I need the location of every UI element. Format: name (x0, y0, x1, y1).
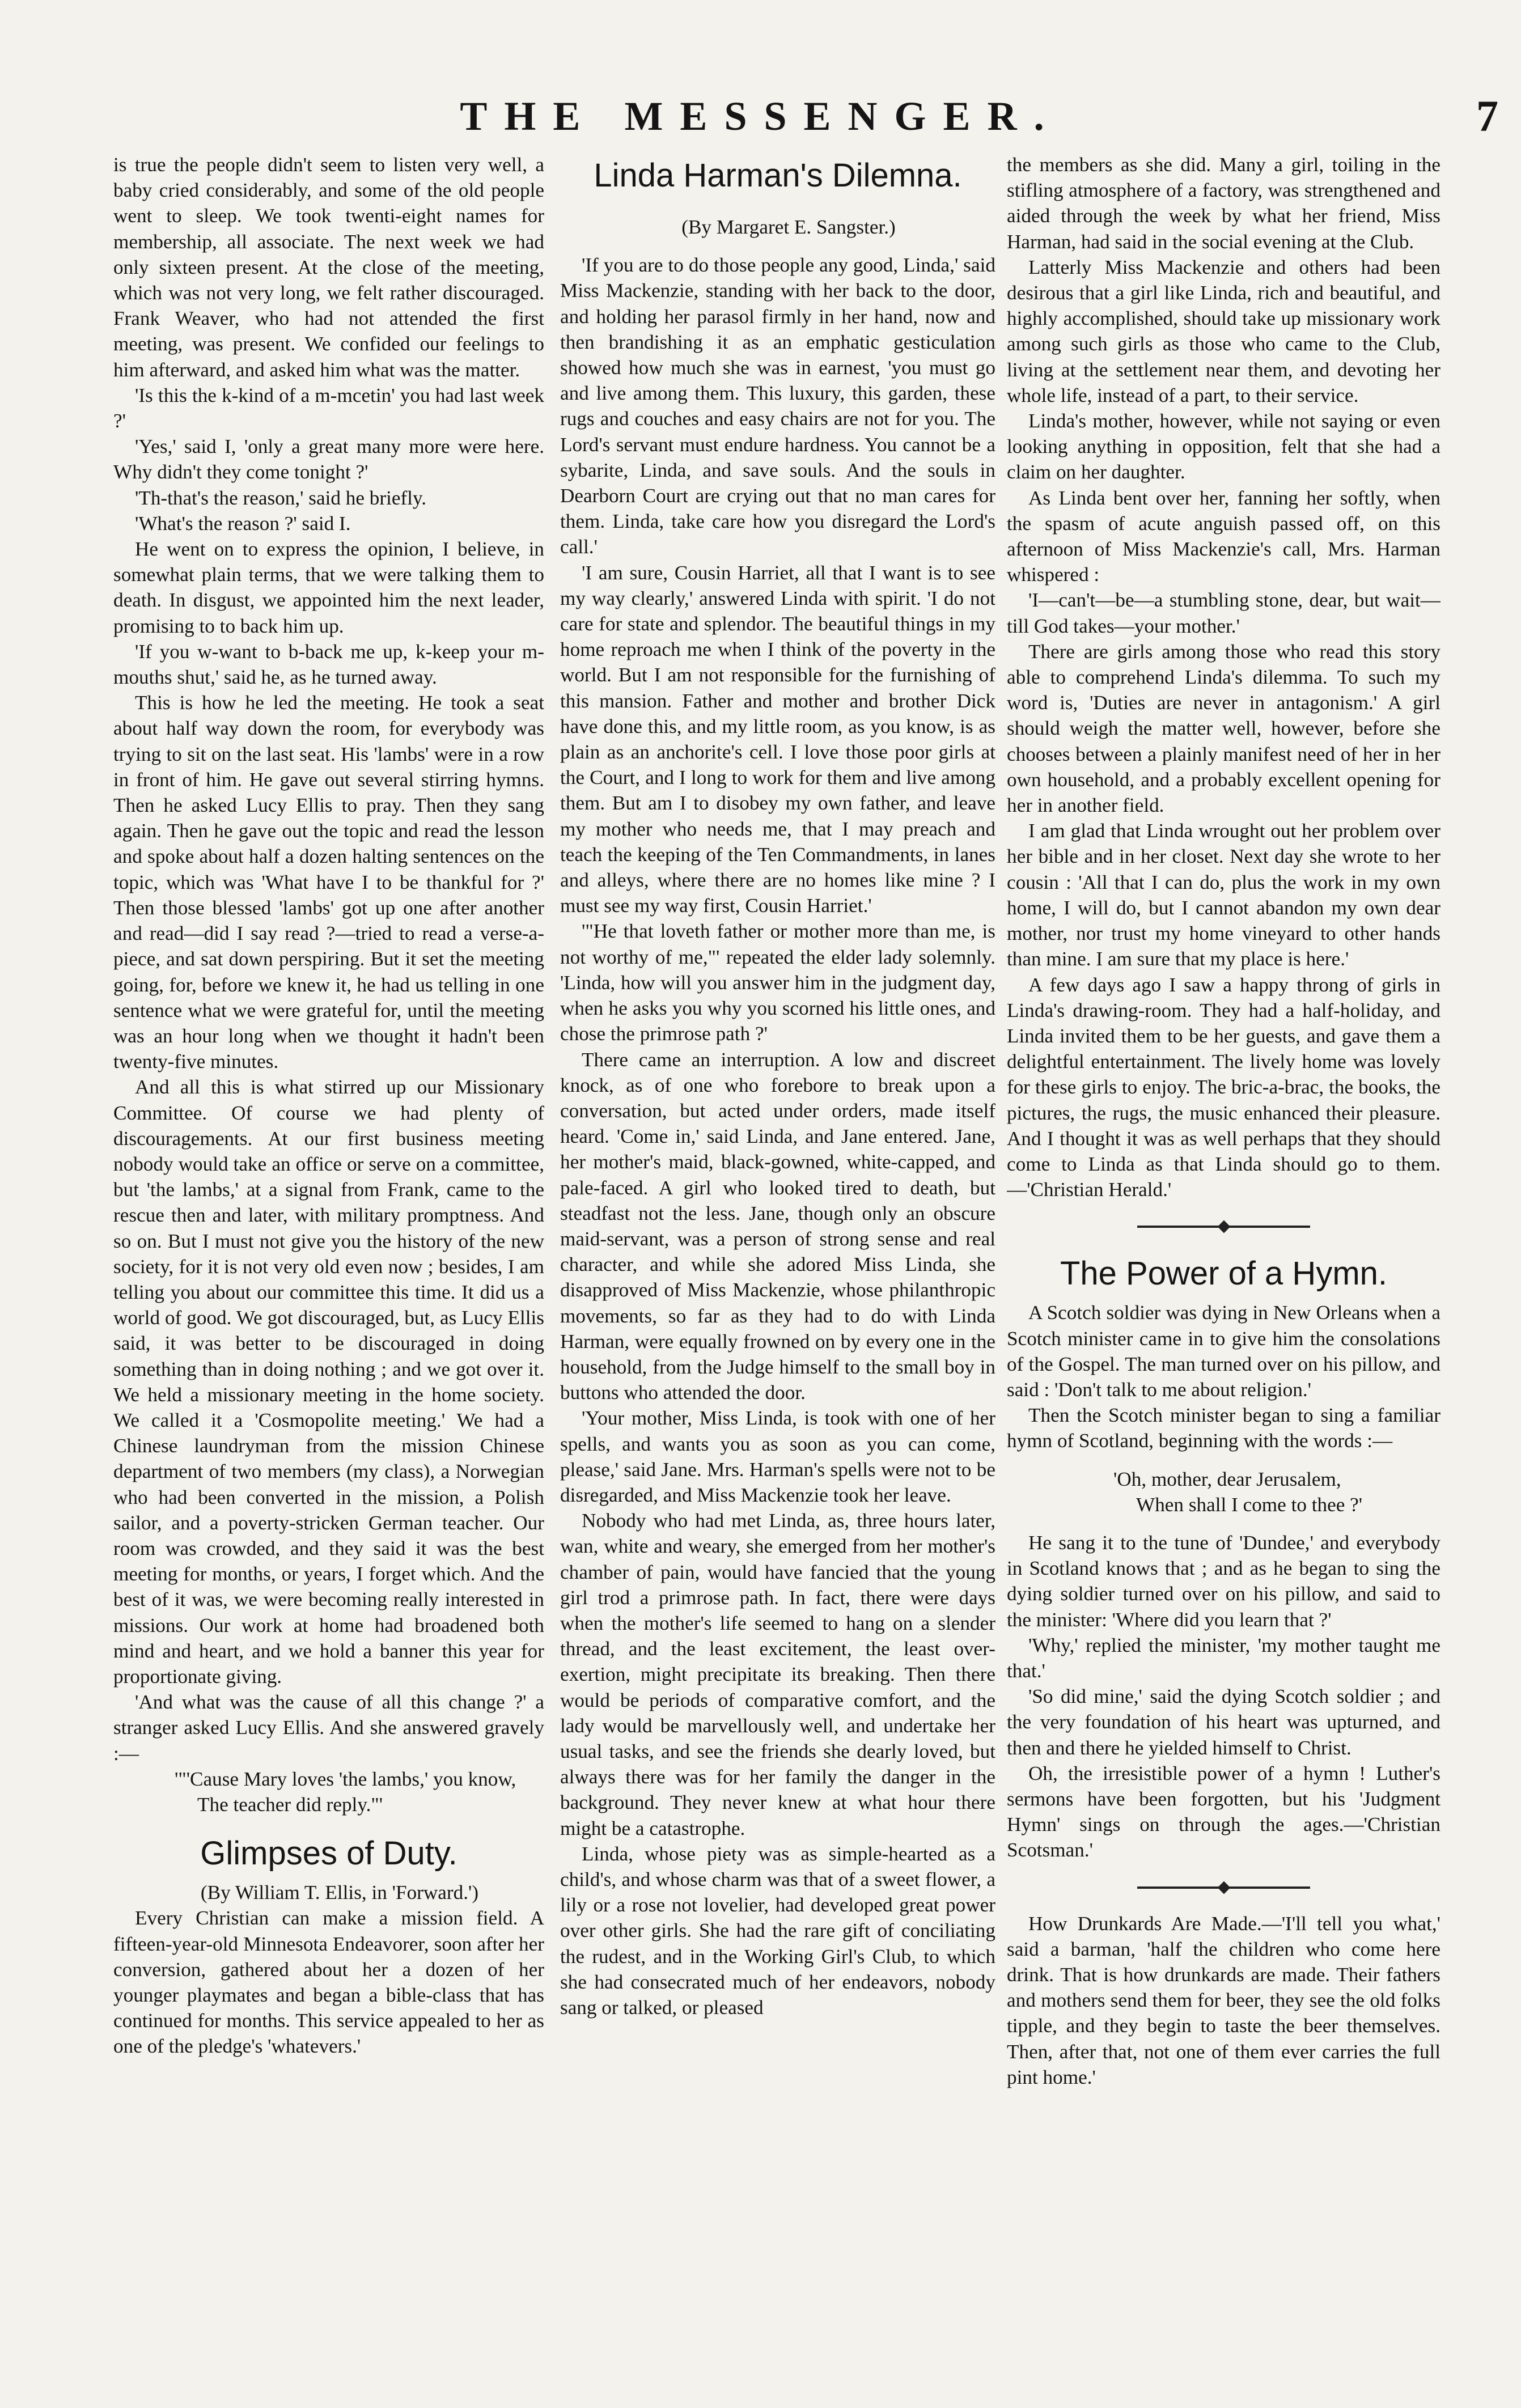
paragraph: 'Why,' replied the minister, 'my mother taught me that.' (1007, 1634, 1440, 1682)
paragraph: How Drunkards Are Made.—'I'll tell you what,' said a barman, 'half the children who come here drink. That is how drunkards are made. Their fathers and mothers send them for beer, they see the old folks tipple, and they begin to taste the beer themselves. Then, after that, not one of them ever carries the full pint home.' (1007, 1912, 1440, 2088)
paragraph: Every Christian can make a mission field. A fifteen-year-old Minnesota Endeavorer, soon after her conversion, gathered about her a dozen of her younger playmates and began a bible-class that has continued for months. This service appealed to her as one of the pledge's 'whatevers.' (113, 1907, 544, 2058)
paragraph: Latterly Miss Mackenzie and others had been desirous that a girl like Linda, rich and beautiful, and highly accomplished, should take up missionary work among such girls as those who came to the Club, living at the settlement near them, and devoting her whole life, instead of a part, to their service. (1007, 256, 1440, 406)
paragraph: 'If you w-want to b-back me up, k-keep your m-mouths shut,' said he, as he turned away. (113, 640, 544, 689)
section-divider (1007, 1876, 1440, 1898)
column-1 (113, 152, 544, 2397)
paragraph: As Linda bent over her, fanning her softly, when the spasm of acute anguish passed off, on this afternoon of Miss Mackenzie's call, Mrs. Harman whispered : (1007, 486, 1440, 586)
hymn-line: 'Oh, mother, dear Jerusalem, (1113, 1468, 1341, 1490)
paragraph: '"He that loveth father or mother more than me, is not worthy of me,"' repeated the elder lady solemnly. 'Linda, how will you answer him in the judgment day, when he asks you why you scorned his little ones, and chose the primrose path ?' (560, 920, 995, 1045)
paragraph: 'Is this the k-kind of a m-mcetin' you had last week ?' (113, 384, 544, 433)
paragraph: There came an interruption. A low and discreet knock, as of one who forebore to break upon a conversation, but acted under orders, made itself heard. 'Come in,' said Linda, and Jane entered. Jane, her mother's maid, black-gowned, white-capped, and pale-faced. A girl who looked tired to death, but steadfast not the less. Jane, though only an obscure maid-servant, was a person of strong sense and real character, and while she adored Miss Linda, she disapproved of Miss Mackenzie, whose philanthropic movements, so far as they had to do with Linda Harman, were equally frowned on by every one in the household, from the Judge himself to the small boy in buttons who attended the door. (560, 1048, 995, 1404)
paragraph: Linda's mother, however, while not saying or even looking anything in opposition, felt that she had a claim on her daughter. (1007, 410, 1440, 484)
paragraph: There are girls among those who read this story able to comprehend Linda's dilemma. To such my word is, 'Duties are never in antagonism.' A girl should weigh the matter well, however, before she chooses between a plainly manifest need of her in her own household, and a probably excellent opening for her in another field. (1007, 640, 1440, 817)
paragraph: 'Th-that's the reason,' said he briefly. (135, 486, 427, 509)
paragraph: He sang it to the tune of 'Dundee,' and everybody in Scotland knows that ; and as he began to sing the dying soldier turned over on his pillow, and said to the minister: 'Where did you learn that ?' (1007, 1531, 1440, 1631)
paragraph: A Scotch soldier was dying in New Orleans when a Scotch minister came in to give him the consolations of the Gospel. The man turned over on his pillow, and said : 'Don't talk to me about religion.' (1007, 1301, 1440, 1401)
article-headline: Linda Harman's Dilemna. (594, 157, 962, 194)
article-headline: The Power of a Hymn. (1060, 1255, 1387, 1292)
paragraph: I am glad that Linda wrought out her problem over her bible and in her closet. Next day she wrote to her cousin : 'All that I can do, plus the work in my own home, I will do, but I cannot abandon my own dear mother, nor trust my home vineyard to other hands than mine. I am sure that my place is here.' (1007, 820, 1440, 970)
byline: (By Margaret E. Sangster.) (681, 216, 896, 238)
paragraph: 'And what was the cause of all this change ?' a stranger asked Lucy Ellis. And she answered gravely :— (113, 1691, 544, 1765)
byline: (By William T. Ellis, in 'Forward.') (200, 1881, 479, 1904)
article-headline: Glimpses of Duty. (200, 1835, 457, 1872)
quote-line: '"'Cause Mary loves 'the lambs,' you know, (175, 1767, 516, 1790)
quote-line: The teacher did reply."' (197, 1794, 383, 1816)
masthead-title: THE MESSENGER. (460, 94, 1061, 139)
paragraph: 'Yes,' said I, 'only a great many more were here. Why didn't they come tonight ?' (113, 435, 544, 484)
paragraph: is true the people didn't seem to listen very well, a baby cried considerably, and some of the old people went to sleep. We took twenti-eight names for membership, all associate. The next week we had only sixteen present. At the close of the meeting, which was not very long, we felt rather discouraged. Frank Weaver, who had not attended the first meeting, was present. We confided our feelings to him afterward, and asked him what was the matter. (113, 154, 544, 381)
paragraph: the members as she did. Many a girl, toiling in the stifling atmosphere of a factory, was strengthened and aided through the week by what her friend, Miss Harman, had said in the social evening at the Club. (1007, 154, 1440, 253)
paragraph: A few days ago I saw a happy throng of girls in Linda's drawing-room. They had a half-holiday, and Linda invited them to be her guests, and gave them a delightful entertainment. The lively home was lovely for these girls to enjoy. The bric-a-brac, the books, the pictures, the rugs, the music enhanced their pleasure. And I thought it was as well perhaps that they should come to Linda as that Linda should go to them.—'Christian Herald.' (1007, 973, 1440, 1201)
section-divider (1007, 1215, 1440, 1237)
paragraph: Then the Scotch minister began to sing a familiar hymn of Scotland, beginning with the words :— (1007, 1404, 1440, 1452)
paragraph: 'So did mine,' said the dying Scotch soldier ; and the very foundation of his heart was upturned, and then and there he yielded himself to Christ. (1007, 1685, 1440, 1759)
paragraph: And all this is what stirred up our Missionary Committee. Of course we had plenty of discouragements. At our first business meeting nobody would take an office or serve on a committee, but 'the lambs,' at a signal from Frank, came to the rescue then and later, with military promptness. And so on. But I must not give you the history of the new society, for it is not very old even now ; besides, I am telling you about our committee this time. It did us a world of good. We got discouraged, but, as Lucy Ellis said, it was better to be discouraged in doing something than in doing nothing ; and we got over it. We held a missionary meeting in the home society. We called it a 'Cosmopolite meeting.' We had a Chinese laundryman from the mission Chinese department of two members (my class), a Norwegian who had been converted in the mission, a Polish sailor, and a poverty-stricken German teacher. Our room was crowded, and they said it was the best meeting for months, or years, I forget which. And the best of it was, we were becoming really interested in missions. Our work at home had broadened both mind and heart, and we hold a banner this year for proportionate giving. (113, 1076, 544, 1688)
paragraph: This is how he led the meeting. He took a seat about half way down the room, for everybody was trying to sit on the last seat. His 'lambs' were in a row in front of him. He gave out several stirring hymns. Then he asked Lucy Ellis to pray. Then they sang again. Then he gave out the topic and read the lesson and spoke about half a dozen halting sentences on the topic, which was 'What have I to be thankful for ?' Then those blessed 'lambs' got up one after another and read—did I say read ?—tried to read a verse-a-piece, and sat down perspiring. But it set the meeting going, for, before we knew it, he had us telling in one sentence what we were grateful for, until the meeting was an hour long when we thought it hadn't been twenty-five minutes. (113, 692, 544, 1073)
paragraph: He went on to express the opinion, I believe, in somewhat plain terms, that we were talking them to death. In disgust, we appointed him the next leader, promising to to back him up. (113, 538, 544, 637)
paragraph: 'If you are to do those people any good, Linda,' said Miss Mackenzie, standing with her back to the door, and holding her parasol firmly in her hand, now and then brandishing it as an emphatic gesticulation showed how much she was in earnest, 'you must go and live among them. This luxury, this garden, these rugs and couches and easy chairs are not for you. The Lord's servant must endure hardness. You cannot be a sybarite, Linda, and save souls. And the souls in Dearborn Court are crying out that no man cares for them. Linda, take care how you disregard the Lord's call.' (560, 254, 995, 558)
paragraph: Linda, whose piety was as simple-hearted as a child's, and whose charm was that of a sweet flower, a lily or a rose not lovelier, had developed great power over other girls. She had the rare gift of conciliating the rudest, and in the Working Girl's Club, to which she had consecrated much of her endeavors, nobody sang or talked, or pleased (560, 1842, 995, 2019)
paragraph: 'I—can't—be—a stumbling stone, dear, but wait—till God takes—your mother.' (1007, 589, 1440, 637)
paragraph: Nobody who had met Linda, as, three hours later, wan, white and weary, she emerged from her mother's chamber of pain, would have fancied that the young girl trod a primrose path. In fact, there were days when the mother's life seemed to hang on a slender thread, and the least excitement, the least over-exertion, might precipitate its breaking. Then there would be periods of comparative comfort, and the lady would be marvellously well, and undertake her usual tasks, and see the friends she dearly loved, but always there was for her family the danger in the background. They never knew at what hour there might be a catastrophe. (560, 1510, 995, 1839)
paragraph: 'I am sure, Cousin Harriet, all that I want is to see my way clearly,' answered Linda with spirit. 'I do not care for state and splendor. The beautiful things in my home reproach me when I think of the poverty in the world. But I am not responsible for the furnishing of this mansion. Father and mother and brother Dick have done this, and my little room, as you know, is as plain as an anchorite's cell. I love those poor girls at the Court, and I long to work for them and live among them. But am I to disobey my own father, and leave my mother who needs me, that I may preach and teach the keeping of the Ten Commandments, in lanes and alleys, where there are no homes like mine ? I must see my way first, Cousin Harriet.' (560, 561, 995, 917)
paragraph: 'Your mother, Miss Linda, is took with one of her spells, and wants you as soon as you can come, please,' said Jane. Mrs. Harman's spells were not to be disregarded, and Miss Mackenzie took her leave. (560, 1407, 995, 1506)
column-3 (1007, 152, 1440, 2397)
column-2 (560, 152, 995, 2397)
paragraph: 'What's the reason ?' said I. (135, 512, 351, 535)
paragraph: Oh, the irresistible power of a hymn ! Luther's sermons have been forgotten, but his 'Judgment Hymn' sings on through the ages.—'Christian Scotsman.' (1007, 1762, 1440, 1862)
hymn-line: When shall I come to thee ?' (1136, 1493, 1363, 1516)
page-number: 7 (1476, 91, 1498, 141)
